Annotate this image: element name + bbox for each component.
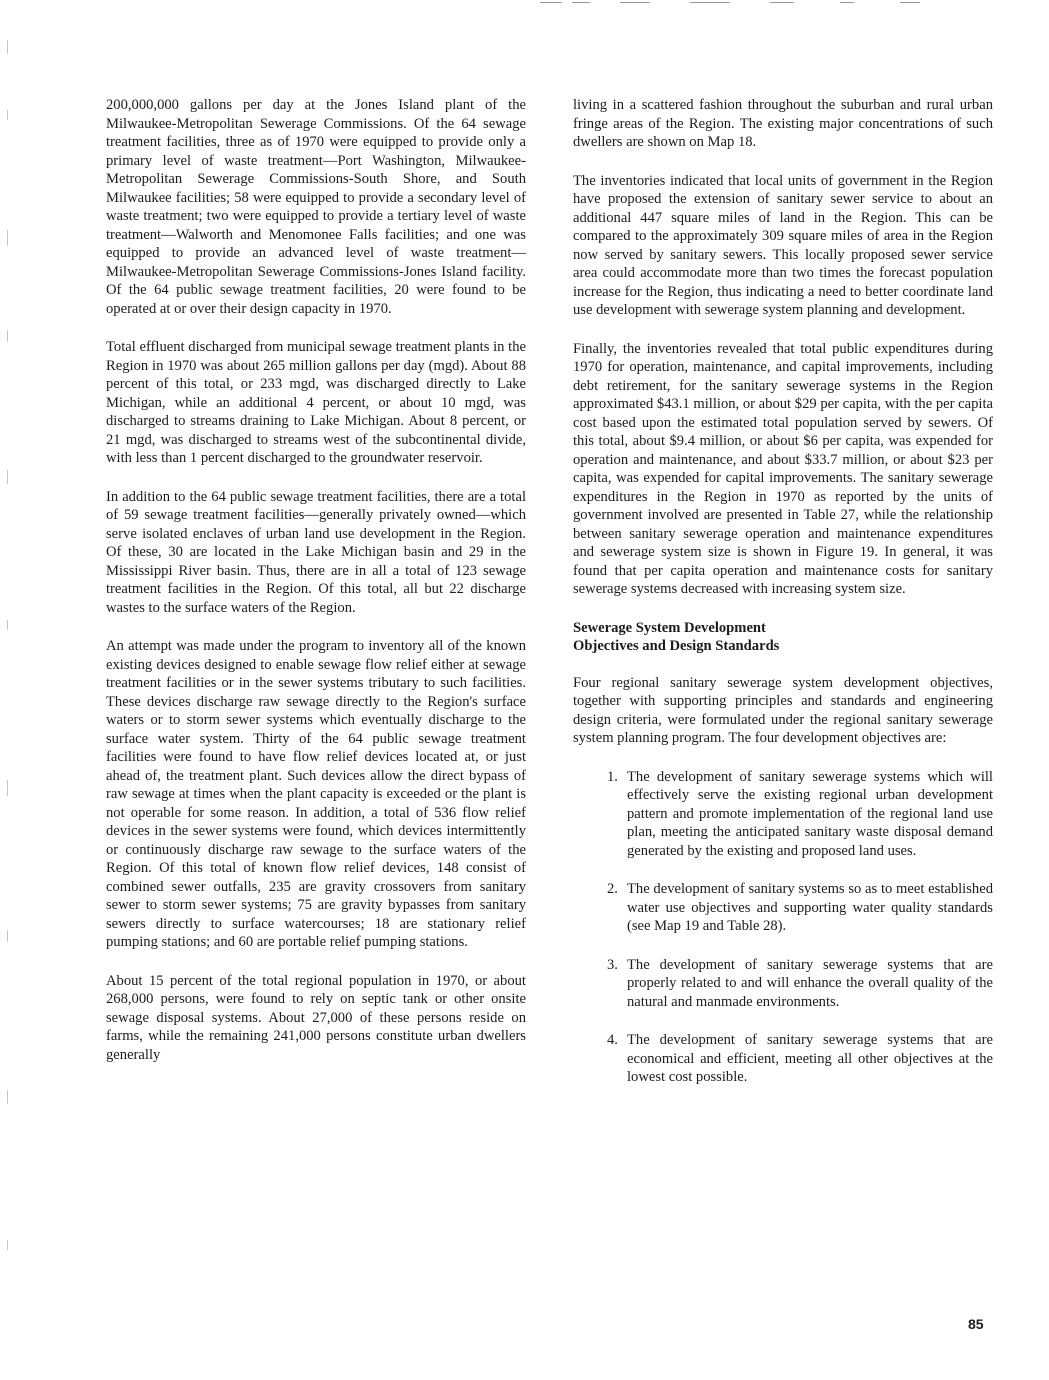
left-column — [106, 96, 526, 1084]
scan-artifact — [900, 2, 920, 3]
page-number: 85 — [968, 1316, 984, 1332]
section-heading: Sewerage System Development Objectives and Design Standards — [573, 619, 780, 654]
intro-paragraph: Four regional sanitary sewerage system development objectives, together with supporting principles and standards and engineering design criteria, were formulated under the regional sanitary sewerage system planning program. The four development objectives are: — [573, 674, 993, 746]
objective-text: The development of sanitary systems so as to meet established water use objectives and supporting water quality standards (see Map 19 and Table 28). — [627, 881, 993, 934]
body-paragraph: Total effluent discharged from municipal sewage treatment plants in the Region in 1970 was about 265 million gallons per day (mgd). About 88 percent of this total, or 233 mgd, was discharged directly to Lake Michigan, while an additional 4 percent, or about 10 mgd, was discharged to streams draining to Lake Michigan. About 8 percent, or 21 mgd, was discharged to streams west of the subcontinental divide, with less than 1 percent discharged to the groundwater reservoir. — [106, 339, 526, 466]
scan-artifact — [690, 2, 730, 3]
body-paragraph: 200,000,000 gallons per day at the Jones Island plant of the Milwaukee-Metropolitan Sewerage Commissions. Of the 64 sewage treatment facilities, three as of 1970 were equipped to provide only a primary level of waste treatment—Port Washington, Milwaukee-Metropolitan Sewerage Commissions-South Shore, and South Milwaukee facilities; 58 were equipped to provide a secondary level of waste treatment; two were equipped to provide a tertiary level of waste treatment—Walworth and Menomonee Falls facilities; and one was equipped to provide an advanced level of waste treatment—Milwaukee-Metropolitan Sewerage Commissions-Jones Island facility. Of the 64 public sewage treatment facilities, 20 were found to be operated at or over their design capacity in 1970. — [106, 97, 526, 317]
objectives-list — [573, 768, 993, 1087]
scan-artifact — [770, 2, 794, 3]
objective-item — [573, 768, 993, 861]
body-paragraph: About 15 percent of the total regional population in 1970, or about 268,000 persons, were found to rely on septic tank or other onsite sewage disposal systems. About 27,000 of these persons reside on farms, while the remaining 241,000 persons constitute urban dwellers generally — [106, 972, 526, 1063]
margin-mark — [7, 230, 8, 246]
margin-mark — [7, 40, 8, 54]
margin-mark — [7, 1240, 8, 1250]
scan-artifact — [840, 2, 854, 3]
objective-text: The development of sanitary sewerage systems that are properly related to and will enhance the overall quality of the natural and manmade environments. — [627, 956, 993, 1010]
objective-number: 1. — [607, 768, 618, 785]
margin-mark — [7, 780, 8, 796]
objective-number: 3. — [607, 956, 618, 973]
scan-artifact — [620, 2, 650, 3]
margin-mark — [7, 620, 8, 630]
objective-number: 4. — [607, 1032, 618, 1048]
margin-mark — [7, 110, 8, 120]
scan-artifact — [572, 2, 590, 3]
margin-mark — [7, 1090, 8, 1104]
body-paragraph: The inventories indicated that local units of government in the Region have proposed the extension of sanitary sewer service to about an additional 447 square miles of land in the Region. This can be compared to the approximately 309 square miles of area in the Region now served by sanitary sewers. This locally proposed sewer service area could accommodate more than two times the forecast population increase for the Region, thus indicating a need to better coordinate land use development with sewerage system planning and development. — [573, 172, 993, 318]
margin-mark — [7, 330, 8, 342]
margin-mark — [7, 930, 8, 942]
body-paragraph: living in a scattered fashion throughout the suburban and rural urban fringe areas of the Region. The existing major concentrations of such dwellers are shown on Map 18. — [573, 97, 993, 150]
body-paragraph: In addition to the 64 public sewage treatment facilities, there are a total of 59 sewage treatment facilities—generally privately owned—which serve isolated enclaves of urban land use development in the Region. Of these, 30 are located in the Lake Michigan basin and 29 in the Mississippi River basin. Thus, there are in all a total of 123 sewage treatment facilities in the Region. Of this total, all but 22 discharge wastes to the surface waters of the Region. — [106, 488, 526, 616]
margin-mark — [7, 470, 8, 484]
scan-artifact — [540, 2, 562, 3]
objective-item — [573, 880, 993, 936]
objective-text: The development of sanitary sewerage systems that are economical and efficient, meeting all other objectives at the lowest cost possible. — [627, 1032, 993, 1085]
body-paragraph: An attempt was made under the program to inventory all of the known existing devices designed to enable sewage flow relief either at sewage treatment facilities or in the sewer systems tributary to such facilities. These devices discharge raw sewage directly to the Region's surface waters or to storm sewer systems which eventually discharge to the surface water system. Thirty of the 64 public sewage treatment facilities were found to have flow relief devices located at, or just ahead of, the treatment plant. Such devices allow the direct bypass of raw sewage at times when the plant capacity is exceeded or the plant is not operable for some reason. In addition, a total of 536 flow relief devices in the sewer systems were found, which devices intermittently or continuously discharge raw sewage to the surface waters of the Region. Of this total of known flow relief devices, 148 consist of combined sewer outfalls, 235 are gravity crossovers from sanitary sewer to storm sewer systems; 75 are gravity bypasses from sanitary sewers directly to surface watercourses; 18 are stationary relief pumping stations; and 60 are portable relief pumping stations. — [106, 638, 526, 950]
body-paragraph: Finally, the inventories revealed that total public expenditures during 1970 for operation, maintenance, and capital improvements, including debt retirement, for the sanitary sewerage systems in the Region approximated $43.1 million, or about $29 per capita, with the per capita cost based upon the estimated total population served by sewers. Of this total, about $9.4 million, or about $6 per capita, was expended for operation and maintenance, and about $33.7 million, or about $23 per capita, was expended for capital improvements. The sanitary sewerage expenditures in the Region in 1970 as reported by the units of government involved are presented in Table 27, while the relationship between sanitary sewerage operation and maintenance expenditures and sewerage system size is shown in Figure 19. In general, it was found that per capita operation and maintenance costs for sanitary sewerage systems decreased with increasing system size. — [573, 340, 993, 597]
objective-text: The development of sanitary sewerage systems which will effectively serve the existing regional urban development pattern and promote implementation of the regional land use plan, meeting the anticipated sanitary waste disposal demand generated by the existing and proposed land uses. — [627, 768, 993, 859]
objective-number: 2. — [607, 881, 618, 897]
objective-item — [573, 1031, 993, 1087]
right-column — [573, 96, 993, 1107]
objective-item — [573, 956, 993, 1012]
